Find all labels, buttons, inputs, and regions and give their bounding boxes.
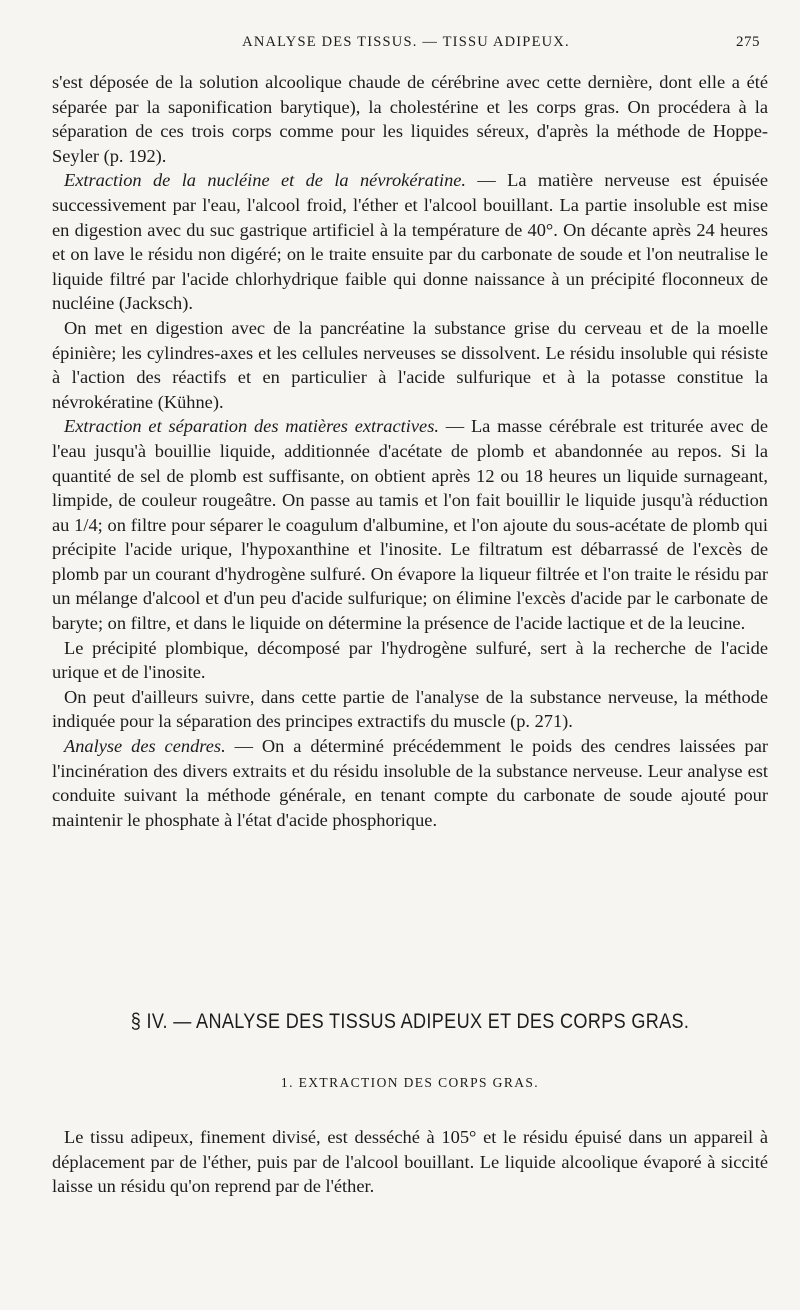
section-heading: § IV. — ANALYSE DES TISSUS ADIPEUX ET DES CORPS GRAS.: [130, 1010, 690, 1033]
running-header: [52, 34, 760, 58]
paragraph-7-title: Analyse des cendres.: [64, 736, 226, 757]
paragraph-2-title: Extraction de la nucléine et de la névrokératine.: [64, 170, 467, 191]
paragraph-5: Le précipité plombique, décomposé par l'hydrogène sulfuré, sert à la recherche de l'acide urique et de l'inosite.: [52, 637, 768, 683]
paragraph-6: On peut d'ailleurs suivre, dans cette partie de l'analyse de la substance nerveuse, la méthode indiquée pour la séparation des principes extractifs du muscle (p. 271).: [52, 686, 768, 732]
section-text: [52, 1125, 768, 1199]
final-paragraph: Le tissu adipeux, finement divisé, est desséché à 105° et le résidu épuisé dans un appareil à déplacement par de l'éther, puis par de l'alcool bouillant. Le liquide alcoolique évaporé à siccité laisse un résidu qu'on reprend par de l'éther.: [52, 1127, 768, 1197]
paragraph-2: [52, 168, 768, 316]
paragraph-7: [52, 734, 768, 832]
running-title: ANALYSE DES TISSUS. — TISSU ADIPEUX.: [242, 34, 570, 50]
paragraph-4-text: — La masse cérébrale est triturée avec de l'eau jusqu'à bouillie liquide, additionnée d'acétate de plomb et abandonnée au repos. Si la quantité de sel de plomb est suffisante, on obtient après 12 ou 18 heures un liquide surnageant, limpide, de couleur rougeâtre. On passe au tamis et l'on fait bouillir le liquide jusqu'à réduction au 1/4; on filtre pour séparer le coagulum d'albumine, et l'on ajoute du sous-acétate de plomb qui précipite l'acide urique, l'hypoxanthine et l'inosite. Le filtratum est débarrassé de l'excès de plomb par un courant d'hydrogène sulfuré. On évapore la liqueur filtrée et l'on traite le résidu par un mélange d'alcool et d'un peu d'acide sulfurique; on élimine l'excès d'acide par le carbonate de baryte; on filtre, et dans le liquide on détermine la présence de l'acide lactique et de la leucine.: [52, 416, 768, 634]
paragraph-3: On met en digestion avec de la pancréatine la substance grise du cerveau et de la moelle épinière; les cylindres-axes et les cellules nerveuses se dissolvent. Le résidu insoluble qui résiste à l'action des réactifs et en particulier à l'acide sulfurique et à la potasse constitue la névrokératine (Kühne).: [52, 317, 768, 412]
main-text: [52, 70, 768, 832]
paragraph-4: [52, 414, 768, 635]
subsection-heading: 1. EXTRACTION DES CORPS GRAS.: [280, 1075, 540, 1090]
paragraph-1: s'est déposée de la solution alcoolique chaude de cérébrine avec cette dernière, dont elle a été séparée par la saponification barytique), la cholestérine et les corps gras. On procédera à la séparation de ces trois corps comme pour les liquides séreux, d'après la méthode de Hoppe-Seyler (p. 192).: [52, 72, 768, 166]
paragraph-2-text: — La matière nerveuse est épuisée successivement par l'eau, l'alcool froid, l'éther et l'alcool bouillant. La partie insoluble est mise en digestion avec du suc gastrique artificiel à la température de 40°. On décante après 24 heures et on lave le résidu non digéré; on le traite ensuite par du carbonate de soude et l'on neutralise le liquide filtré par l'acide chlorhydrique faible qui donne naissance à un précipité floconneux de nucléine (Jacksch).: [52, 170, 768, 314]
page-number: 275: [736, 34, 760, 50]
paragraph-7-text: — On a déterminé précédemment le poids des cendres laissées par l'incinération des divers extraits et du résidu insoluble de la substance nerveuse. Leur analyse est conduite suivant la méthode générale, en tenant compte du carbonate de soude ajouté pour maintenir le phosphate à l'état d'acide phosphorique.: [52, 736, 768, 830]
paragraph-4-title: Extraction et séparation des matières extractives.: [64, 416, 439, 437]
